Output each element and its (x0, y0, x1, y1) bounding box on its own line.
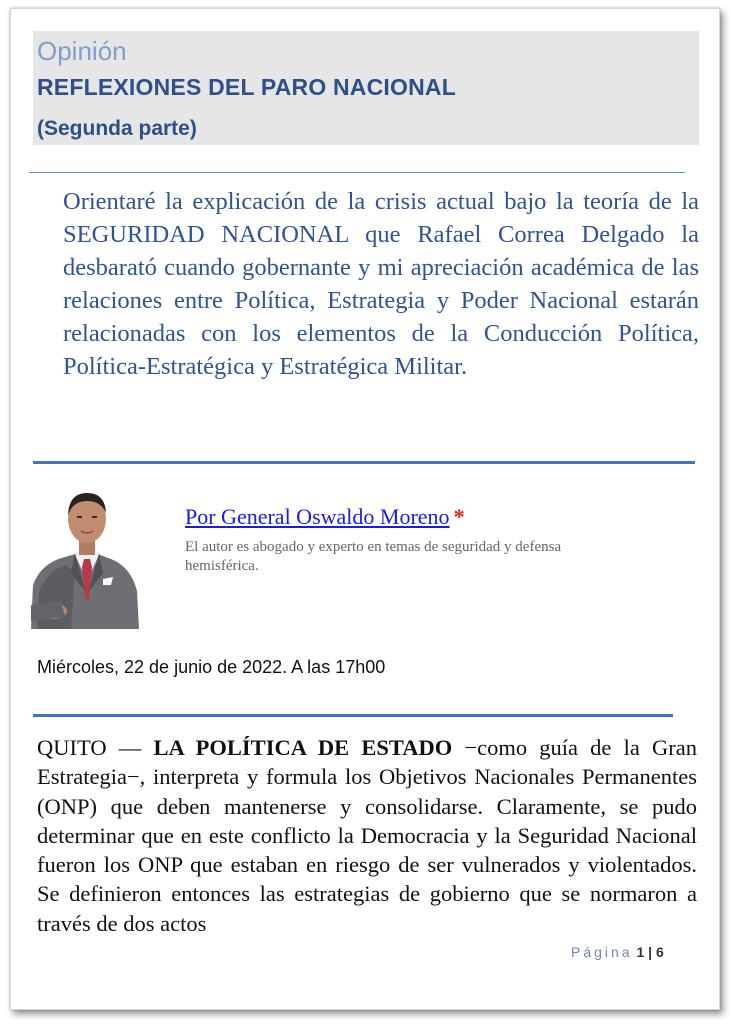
header-box (33, 31, 699, 145)
divider (33, 714, 673, 717)
page-total: 6 (655, 944, 664, 960)
page-separator: | (648, 944, 653, 960)
page-footer (571, 944, 664, 960)
author-note: El autor es abogado y experto en temas de seguridad y defensa hemisférica. (185, 539, 562, 574)
author-byline (185, 504, 465, 530)
section-label: Opinión (37, 36, 127, 66)
page-number: 1 (636, 944, 645, 960)
author-photo (31, 481, 141, 629)
divider (29, 172, 685, 173)
dateline: Miércoles, 22 de junio de 2022. A las 17h00 (37, 657, 386, 677)
page-label: Página (571, 944, 633, 960)
article-title: REFLEXIONES DEL PARO NACIONAL (37, 74, 456, 100)
body-lead-in: QUITO — (37, 735, 154, 760)
divider (33, 461, 695, 464)
body-bold-phrase: LA POLÍTICA DE ESTADO (153, 735, 453, 760)
lead-paragraph: Orientaré la explicación de la crisis actual bajo la teoría de la SEGURIDAD NACIONAL que Rafael Correa Delgado la desbarató cuando gobernante y mi apreciación académica de las relaciones entre Política, Estrategia y Poder Nacional estarán relacionadas con los elementos de la Conducción Política, Política-Estratégica y Estratégica Militar. (63, 188, 699, 380)
asterisk-mark: * (453, 504, 465, 529)
author-link[interactable]: Por General Oswaldo Moreno (185, 504, 450, 529)
article-subtitle: (Segunda parte) (37, 117, 197, 140)
body-text: −como guía de la Gran Estrategia−, interpreta y formula los Objetivos Nacionales Permanentes (ONP) que deben mantenerse y consolidarse. Claramente, se pudo determinar que en este conflicto la Democracia y la Seguridad Nacional fueron los ONP que estaban en riesgo de ser vulnerados y violentados. Se definieron entonces las estrategias de gobierno que se normaron a través de dos actos (37, 735, 698, 936)
body-paragraph (37, 733, 697, 938)
document-page (10, 8, 720, 1010)
